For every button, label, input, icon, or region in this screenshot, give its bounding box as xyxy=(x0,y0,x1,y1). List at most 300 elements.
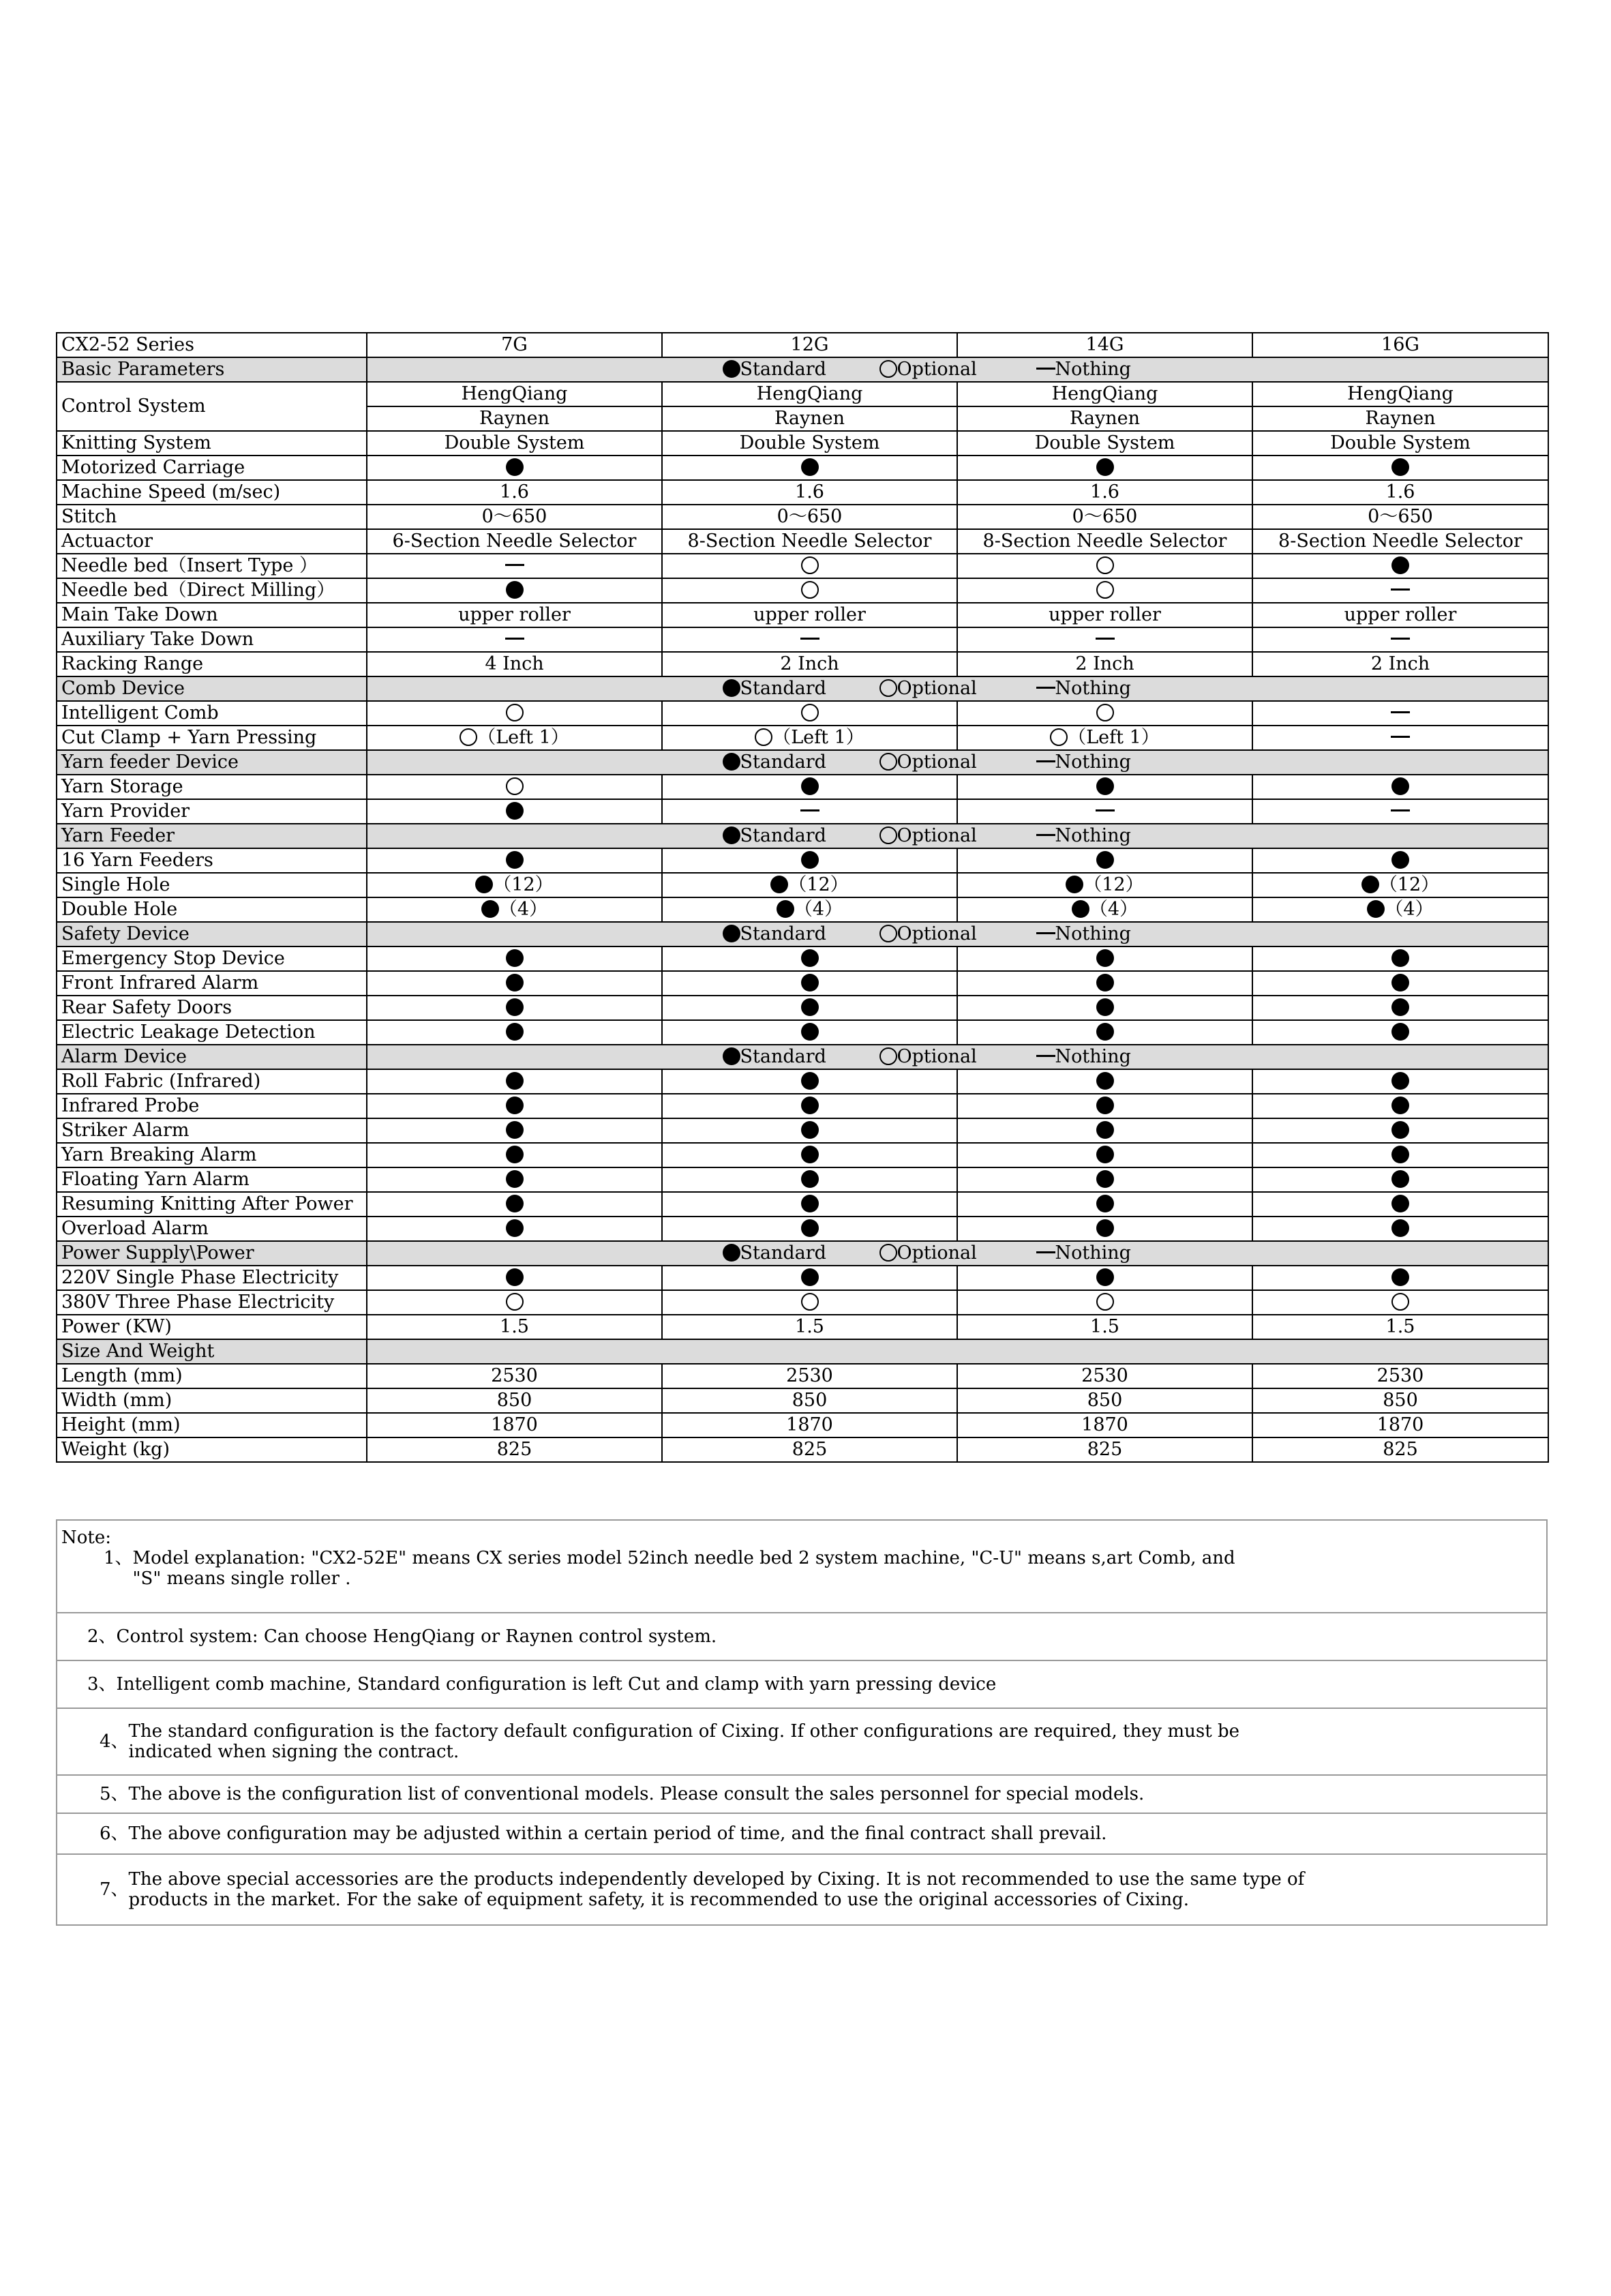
standard-dot-icon xyxy=(1391,949,1409,967)
nothing-dash-icon xyxy=(800,809,819,811)
table-row xyxy=(57,1020,1548,1045)
cell-text: upper roller xyxy=(458,604,571,625)
table-cell xyxy=(367,603,662,627)
table-cell xyxy=(957,554,1252,578)
cell-text: Standard xyxy=(740,825,826,846)
standard-dot-icon xyxy=(506,1170,524,1188)
cell-text: upper roller xyxy=(1049,604,1161,625)
standard-dot-icon xyxy=(1096,1268,1114,1286)
table-cell xyxy=(1252,480,1548,505)
standard-dot-icon xyxy=(506,998,524,1016)
table-cell xyxy=(1252,1167,1548,1192)
table-cell xyxy=(662,1388,957,1413)
cell-text: 1870 xyxy=(1376,1414,1424,1435)
legend-optional xyxy=(879,751,1036,773)
table-cell xyxy=(662,996,957,1020)
table-cell xyxy=(367,382,662,406)
table-cell xyxy=(957,897,1252,922)
table-cell xyxy=(957,971,1252,996)
note-item xyxy=(57,1708,1546,1774)
optional-circle-icon xyxy=(879,1047,897,1065)
standard-dot-icon xyxy=(1391,1146,1409,1163)
table-row xyxy=(57,480,1548,505)
note-block-1 xyxy=(57,1519,1546,1612)
optional-circle-icon xyxy=(755,728,772,746)
table-cell xyxy=(662,554,957,578)
cell-text: （Left 1） xyxy=(477,727,569,748)
standard-dot-icon xyxy=(1096,1097,1114,1114)
table-row xyxy=(57,1266,1548,1290)
optional-circle-icon xyxy=(506,704,524,721)
row-label: 16 Yarn Feeders xyxy=(57,848,367,873)
table-cell xyxy=(957,1388,1252,1413)
table-cell xyxy=(662,897,957,922)
standard-dot-icon xyxy=(723,753,740,771)
table-cell xyxy=(662,1413,957,1437)
optional-circle-icon xyxy=(1096,704,1114,721)
legend-nothing xyxy=(1036,923,1193,945)
cell-text: （Left 1） xyxy=(1068,727,1160,748)
table-cell xyxy=(957,578,1252,603)
table-cell xyxy=(957,848,1252,873)
legend-standard xyxy=(723,751,879,773)
cell-text: 1.6 xyxy=(1385,481,1415,503)
row-label: Actuactor xyxy=(57,529,367,554)
section-row xyxy=(57,1339,1548,1364)
nothing-dash-icon xyxy=(1391,711,1410,713)
cell-text: 1870 xyxy=(491,1414,538,1435)
table-cell xyxy=(1252,996,1548,1020)
cell-text: Optional xyxy=(897,825,977,846)
standard-dot-icon xyxy=(1361,876,1379,893)
table-cell xyxy=(1252,382,1548,406)
table-cell xyxy=(662,848,957,873)
notes-section xyxy=(56,1519,1548,1926)
optional-circle-icon xyxy=(1096,1293,1114,1311)
table-cell xyxy=(662,578,957,603)
table-cell xyxy=(1252,971,1548,996)
table-row xyxy=(57,1217,1548,1241)
table-cell xyxy=(957,382,1252,406)
table-cell xyxy=(957,406,1252,431)
table-cell xyxy=(957,1217,1252,1241)
table-cell xyxy=(957,529,1252,554)
table-cell xyxy=(1252,1118,1548,1143)
table-cell xyxy=(367,1290,662,1315)
cell-text: 0～650 xyxy=(1072,506,1138,527)
table-cell xyxy=(367,406,662,431)
standard-dot-icon xyxy=(475,876,493,893)
table-cell xyxy=(367,627,662,652)
table-cell xyxy=(957,1192,1252,1217)
standard-dot-icon xyxy=(777,900,794,918)
table-row xyxy=(57,1413,1548,1437)
nothing-dash-icon xyxy=(1036,834,1055,836)
table-cell xyxy=(367,946,662,971)
row-label: Auxiliary Take Down xyxy=(57,627,367,652)
standard-dot-icon xyxy=(1391,1072,1409,1090)
row-label: Front Infrared Alarm xyxy=(57,971,367,996)
note-item xyxy=(57,1853,1546,1924)
table-cell xyxy=(957,627,1252,652)
cell-text: 1.5 xyxy=(500,1316,529,1337)
standard-dot-icon xyxy=(801,1195,819,1212)
table-cell xyxy=(1252,1217,1548,1241)
nothing-dash-icon xyxy=(505,564,524,566)
table-cell xyxy=(367,554,662,578)
table-row xyxy=(57,1167,1548,1192)
table-cell xyxy=(1252,431,1548,456)
optional-circle-icon xyxy=(879,360,897,378)
cell-text: （12） xyxy=(1083,874,1144,895)
standard-dot-icon xyxy=(1096,1170,1114,1188)
table-cell xyxy=(1252,799,1548,824)
legend-optional xyxy=(879,923,1036,945)
table-cell xyxy=(367,1413,662,1437)
standard-dot-icon xyxy=(506,1268,524,1286)
cell-text: 850 xyxy=(496,1390,532,1411)
table-cell xyxy=(367,996,662,1020)
section-row xyxy=(57,922,1548,946)
cell-text: 2530 xyxy=(786,1365,833,1386)
table-row xyxy=(57,505,1548,529)
optional-circle-icon xyxy=(506,1293,524,1311)
row-label: Width (mm) xyxy=(57,1388,367,1413)
row-label: Needle bed（Insert Type ） xyxy=(57,554,367,578)
row-label: Emergency Stop Device xyxy=(57,946,367,971)
table-row xyxy=(57,701,1548,726)
table-row xyxy=(57,578,1548,603)
note-number: 1、 xyxy=(104,1548,133,1568)
cell-text: 825 xyxy=(1087,1439,1123,1460)
standard-dot-icon xyxy=(506,1121,524,1139)
section-title: Basic Parameters xyxy=(57,357,367,382)
table-cell xyxy=(662,1118,957,1143)
note-number: 2、 xyxy=(87,1626,117,1647)
legend-standard xyxy=(723,825,879,847)
row-label: Machine Speed (m/sec) xyxy=(57,480,367,505)
standard-dot-icon xyxy=(801,949,819,967)
table-cell xyxy=(957,652,1252,676)
row-label: 220V Single Phase Electricity xyxy=(57,1266,367,1290)
note-number: 6、 xyxy=(100,1823,129,1844)
table-cell xyxy=(662,652,957,676)
standard-dot-icon xyxy=(723,679,740,697)
cell-text: Nothing xyxy=(1055,1046,1131,1067)
table-cell xyxy=(1252,529,1548,554)
cell-text: （4） xyxy=(1385,899,1434,920)
table-cell xyxy=(367,897,662,922)
column-header: 14G xyxy=(957,333,1252,357)
table-cell xyxy=(1252,946,1548,971)
cell-text: HengQiang xyxy=(461,383,568,404)
cell-text: Nothing xyxy=(1055,825,1131,846)
optional-circle-icon xyxy=(1050,728,1068,746)
note-item xyxy=(57,1774,1546,1813)
legend-nothing xyxy=(1036,825,1193,847)
table-cell xyxy=(1252,1192,1548,1217)
spec-table xyxy=(56,332,1549,1463)
cell-text: 0～650 xyxy=(777,506,843,527)
table-cell xyxy=(957,775,1252,799)
cell-text: 6-Section Needle Selector xyxy=(392,531,637,552)
optional-circle-icon xyxy=(879,826,897,844)
section-row xyxy=(57,357,1548,382)
standard-dot-icon xyxy=(801,1170,819,1188)
standard-dot-icon xyxy=(1096,1146,1114,1163)
note-item-1 xyxy=(61,1548,1546,1589)
legend-optional xyxy=(879,1242,1036,1264)
note-text: Intelligent comb machine, Standard configuration is left Cut and clamp with yarn pressing device xyxy=(116,1674,997,1695)
table-cell xyxy=(662,480,957,505)
row-label: Intelligent Comb xyxy=(57,701,367,726)
nothing-dash-icon xyxy=(800,638,819,640)
optional-circle-icon xyxy=(801,1293,819,1311)
standard-dot-icon xyxy=(801,1097,819,1114)
note-text: The above special accessories are the products independently developed by Cixing. It is not recommended to use the same type of products in the market. For the sake of equipment safety, it is recommended to use the original accessories of Cixing. xyxy=(128,1869,1305,1910)
table-cell xyxy=(1252,1315,1548,1339)
table-cell xyxy=(367,1315,662,1339)
cell-text: Raynen xyxy=(774,408,845,429)
standard-dot-icon xyxy=(1391,556,1409,574)
table-cell xyxy=(662,529,957,554)
table-cell xyxy=(662,1069,957,1094)
cell-text: Standard xyxy=(740,751,826,773)
standard-dot-icon xyxy=(1096,1195,1114,1212)
cell-text: 8-Section Needle Selector xyxy=(982,531,1227,552)
standard-dot-icon xyxy=(1096,1072,1114,1090)
optional-circle-icon xyxy=(801,704,819,721)
note-text: The above configuration may be adjusted within a certain period of time, and the final contract shall prevail. xyxy=(128,1823,1107,1844)
section-row xyxy=(57,750,1548,775)
note-text: Model explanation: "CX2-52E" means CX series model 52inch needle bed 2 system machine, "C-U" means s,art Comb, and "S" means single roller . xyxy=(132,1548,1235,1589)
table-cell xyxy=(367,456,662,480)
table-cell xyxy=(1252,456,1548,480)
nothing-dash-icon xyxy=(1036,687,1055,689)
table-row xyxy=(57,873,1548,897)
standard-dot-icon xyxy=(723,1047,740,1065)
cell-text: 2530 xyxy=(1376,1365,1424,1386)
standard-dot-icon xyxy=(1096,949,1114,967)
table-cell xyxy=(662,1167,957,1192)
table-cell xyxy=(367,775,662,799)
cell-text: Optional xyxy=(897,359,977,380)
table-cell xyxy=(1252,726,1548,750)
row-label: Power (KW) xyxy=(57,1315,367,1339)
cell-text: HengQiang xyxy=(1347,383,1454,404)
cell-text: 1.5 xyxy=(795,1316,824,1337)
standard-dot-icon xyxy=(723,826,740,844)
legend-nothing xyxy=(1036,359,1193,381)
table-header-row xyxy=(57,333,1548,357)
legend xyxy=(367,1339,1548,1364)
standard-dot-icon xyxy=(770,876,788,893)
cell-text: 850 xyxy=(1383,1390,1418,1411)
table-cell xyxy=(367,1192,662,1217)
cell-text: Nothing xyxy=(1055,751,1131,773)
section-row xyxy=(57,676,1548,701)
optional-circle-icon xyxy=(460,728,477,746)
table-cell xyxy=(957,1437,1252,1462)
legend-nothing xyxy=(1036,751,1193,773)
column-header: 12G xyxy=(662,333,957,357)
table-cell xyxy=(1252,775,1548,799)
table-cell xyxy=(957,726,1252,750)
cell-text: 0～650 xyxy=(481,506,547,527)
standard-dot-icon xyxy=(1096,1121,1114,1139)
table-cell xyxy=(957,799,1252,824)
cell-text: Optional xyxy=(897,923,977,944)
row-label: Motorized Carriage xyxy=(57,456,367,480)
nothing-dash-icon xyxy=(1036,1055,1055,1057)
standard-dot-icon xyxy=(506,581,524,599)
nothing-dash-icon xyxy=(1391,638,1410,640)
cell-text: Nothing xyxy=(1055,359,1131,380)
column-header: 16G xyxy=(1252,333,1548,357)
table-cell xyxy=(662,603,957,627)
table-row xyxy=(57,1094,1548,1118)
standard-dot-icon xyxy=(506,1195,524,1212)
optional-circle-icon xyxy=(879,753,897,771)
note-number: 4、 xyxy=(100,1731,129,1752)
table-cell xyxy=(662,1020,957,1045)
table-row xyxy=(57,971,1548,996)
standard-dot-icon xyxy=(506,949,524,967)
optional-circle-icon xyxy=(879,925,897,942)
standard-dot-icon xyxy=(506,802,524,820)
cell-text: Standard xyxy=(740,678,826,699)
cell-text: 850 xyxy=(1087,1390,1123,1411)
cell-text: （4） xyxy=(1089,899,1139,920)
table-cell xyxy=(367,1069,662,1094)
cell-text: Nothing xyxy=(1055,923,1131,944)
nothing-dash-icon xyxy=(1096,809,1115,811)
standard-dot-icon xyxy=(1391,998,1409,1016)
table-cell xyxy=(367,1217,662,1241)
table-cell xyxy=(367,505,662,529)
table-cell xyxy=(1252,848,1548,873)
legend xyxy=(367,922,1548,946)
section-title: Yarn feeder Device xyxy=(57,750,367,775)
section-title: Comb Device xyxy=(57,676,367,701)
table-cell xyxy=(957,1315,1252,1339)
table-row xyxy=(57,996,1548,1020)
cell-text: Double System xyxy=(444,432,585,453)
note-item xyxy=(57,1813,1546,1853)
standard-dot-icon xyxy=(723,360,740,378)
note-item xyxy=(57,1660,1546,1708)
column-header: 7G xyxy=(367,333,662,357)
table-cell xyxy=(662,431,957,456)
table-row xyxy=(57,382,1548,406)
standard-dot-icon xyxy=(506,1072,524,1090)
table-row xyxy=(57,946,1548,971)
table-cell xyxy=(957,1143,1252,1167)
table-cell xyxy=(1252,1364,1548,1388)
cell-text: 0～650 xyxy=(1368,506,1433,527)
spec-table-body xyxy=(57,333,1548,1462)
table-cell xyxy=(1252,627,1548,652)
standard-dot-icon xyxy=(801,851,819,869)
table-row xyxy=(57,627,1548,652)
table-cell xyxy=(367,1118,662,1143)
table-cell xyxy=(1252,1437,1548,1462)
section-row xyxy=(57,1241,1548,1266)
row-label: Yarn Provider xyxy=(57,799,367,824)
row-label: Resuming Knitting After Power xyxy=(57,1192,367,1217)
standard-dot-icon xyxy=(1096,974,1114,992)
table-cell xyxy=(367,799,662,824)
row-label: Control System xyxy=(57,382,367,431)
table-cell xyxy=(1252,505,1548,529)
table-cell xyxy=(367,1167,662,1192)
cell-text: Double System xyxy=(739,432,880,453)
notes-heading: Note: xyxy=(61,1527,111,1548)
row-label: Double Hole xyxy=(57,897,367,922)
table-cell xyxy=(662,1094,957,1118)
note-list xyxy=(57,1612,1546,1924)
cell-text: Double System xyxy=(1330,432,1471,453)
cell-text: （Left 1） xyxy=(772,727,864,748)
table-cell xyxy=(367,652,662,676)
standard-dot-icon xyxy=(1391,777,1409,795)
standard-dot-icon xyxy=(506,1023,524,1041)
table-cell xyxy=(1252,603,1548,627)
row-label: Striker Alarm xyxy=(57,1118,367,1143)
table-cell xyxy=(662,775,957,799)
standard-dot-icon xyxy=(506,1146,524,1163)
optional-circle-icon xyxy=(506,777,524,795)
table-row xyxy=(57,529,1548,554)
cell-text: Optional xyxy=(897,678,977,699)
standard-dot-icon xyxy=(1391,1268,1409,1286)
optional-circle-icon xyxy=(879,679,897,697)
row-label: Knitting System xyxy=(57,431,367,456)
standard-dot-icon xyxy=(506,1219,524,1237)
table-cell xyxy=(367,431,662,456)
row-label: Infrared Probe xyxy=(57,1094,367,1118)
table-cell xyxy=(367,1437,662,1462)
cell-text: 1.5 xyxy=(1385,1316,1415,1337)
table-cell xyxy=(1252,1069,1548,1094)
series-label: CX2-52 Series xyxy=(57,333,367,357)
table-cell xyxy=(367,873,662,897)
standard-dot-icon xyxy=(801,974,819,992)
table-cell xyxy=(662,946,957,971)
row-label: Yarn Breaking Alarm xyxy=(57,1143,367,1167)
table-cell xyxy=(1252,1020,1548,1045)
table-cell xyxy=(367,480,662,505)
table-cell xyxy=(1252,1094,1548,1118)
table-row xyxy=(57,775,1548,799)
cell-text: 8-Section Needle Selector xyxy=(687,531,932,552)
table-cell xyxy=(367,1020,662,1045)
cell-text: 1.6 xyxy=(795,481,824,503)
row-label: Length (mm) xyxy=(57,1364,367,1388)
row-label: Roll Fabric (Infrared) xyxy=(57,1069,367,1094)
nothing-dash-icon xyxy=(1036,760,1055,762)
standard-dot-icon xyxy=(723,925,740,942)
table-cell xyxy=(957,456,1252,480)
cell-text: 825 xyxy=(496,1439,532,1460)
table-row xyxy=(57,1069,1548,1094)
section-title: Alarm Device xyxy=(57,1045,367,1069)
cell-text: Standard xyxy=(740,359,826,380)
optional-circle-icon xyxy=(1096,556,1114,574)
legend xyxy=(367,824,1548,848)
table-row xyxy=(57,603,1548,627)
standard-dot-icon xyxy=(801,1072,819,1090)
